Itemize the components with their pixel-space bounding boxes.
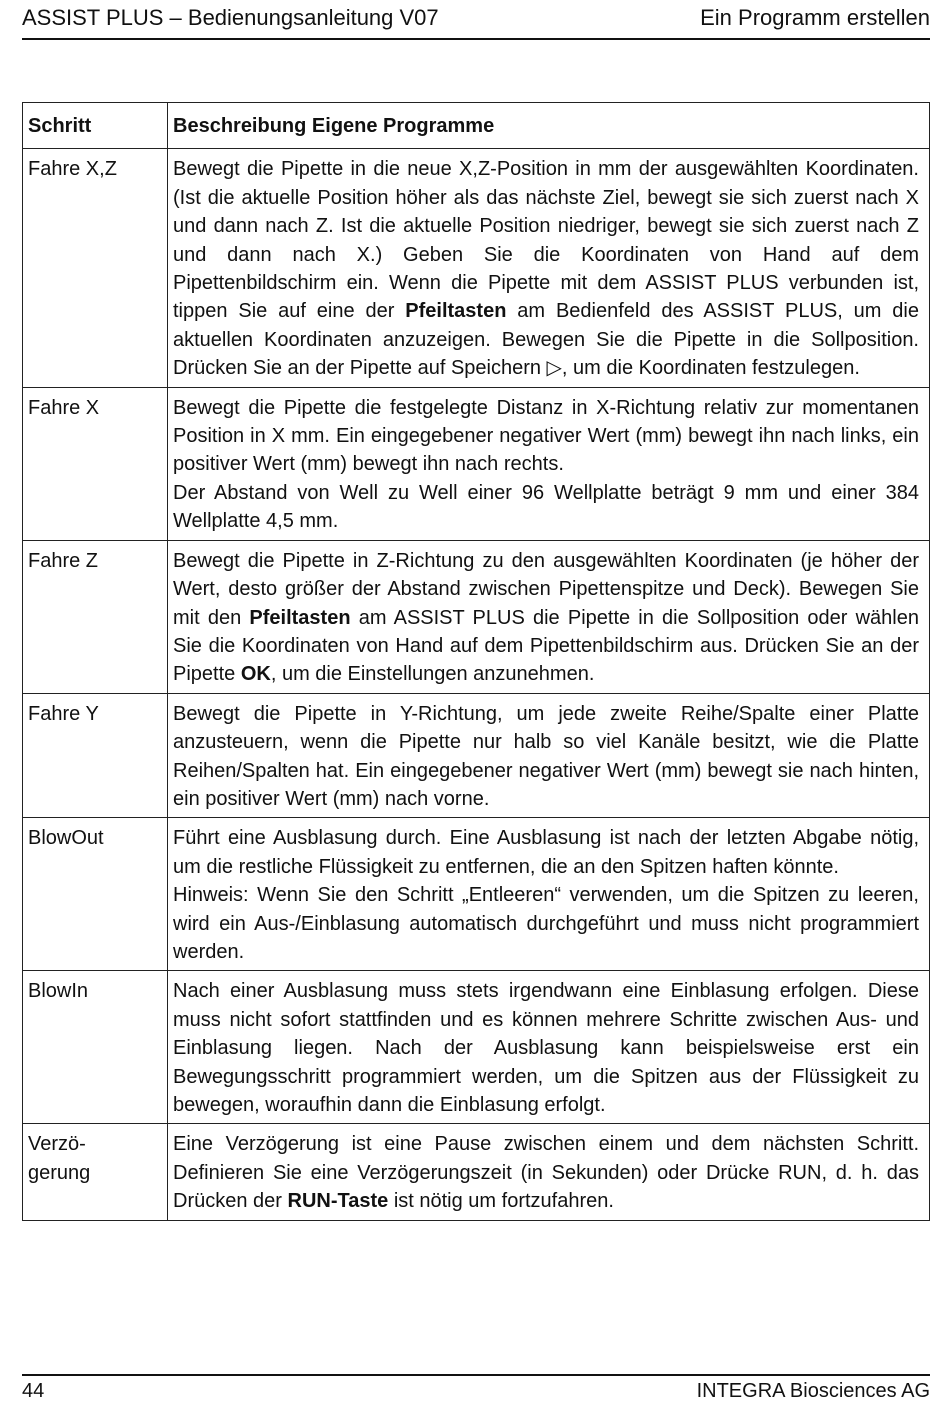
steps-table bbox=[22, 102, 930, 1221]
description-text: Bewegt die Pipette die festgelegte Distanz in X-Richtung relativ zur momentanen Position in X mm. Ein eingegebener negativer Wert (mm) bewegt ihn nach links, ein positiver Wert (mm) bewegt ihn nach rechts. bbox=[173, 396, 919, 476]
description-paragraph bbox=[173, 881, 919, 966]
emphasized-text: Pfeiltasten bbox=[405, 300, 507, 323]
table-body bbox=[23, 149, 930, 1220]
step-description-cell bbox=[168, 387, 930, 540]
table-row bbox=[23, 818, 930, 971]
description-paragraph bbox=[173, 155, 919, 382]
section-title: Ein Programm erstellen bbox=[700, 5, 930, 30]
description-paragraph bbox=[173, 547, 919, 689]
table-header-row bbox=[23, 103, 930, 149]
company-name: INTEGRA Biosciences AG bbox=[696, 1380, 930, 1402]
step-name-cell: BlowIn bbox=[23, 971, 168, 1124]
description-text: Eine Verzögerung ist eine Pause zwischen einem und dem nächsten Schritt. Definieren Sie eine Verzögerungszeit (in Sekunden) oder Drücke RUN, d. h. das Drücken der bbox=[173, 1133, 919, 1213]
step-description-cell bbox=[168, 971, 930, 1124]
description-text: Der Abstand von Well zu Well einer 96 Wellplatte beträgt 9 mm und einer 384 Wellplatte 4,5 mm. bbox=[173, 481, 919, 533]
description-text: Hinweis: Wenn Sie den Schritt „Entleeren“ verwenden, um die Spitzen zu leeren, wird ein Aus-/Einblasung automatisch durchgeführt und muss nicht programmiert werden. bbox=[173, 884, 919, 963]
description-text: Bewegt die Pipette in die neue X,Z-Position in mm der ausgewählten Koordinaten. (Ist die aktuelle Position höher als das nächste Ziel, bewegt sie sich zuerst nach X und dann nach Z. Ist die aktuelle Position niedriger, bewegt sie sich zuerst nach Z und dann nach X.) Geben Sie die Koordinaten von Hand auf dem Pipettenbildschirm ein. Wenn die Pipette mit dem ASSIST PLUS verbunden ist, tippen Sie auf eine der bbox=[173, 158, 919, 323]
description-paragraph bbox=[173, 1130, 919, 1215]
emphasized-text: Pfeiltasten bbox=[249, 606, 351, 629]
description-text: Bewegt die Pipette in Z-Richtung zu den ausgewählten Koordinaten (je höher der Wert, desto größer der Abstand zwischen Pipettenspitze und Deck). Bewegen Sie mit den bbox=[173, 549, 919, 629]
description-paragraph bbox=[173, 394, 919, 479]
description-paragraph bbox=[173, 977, 919, 1119]
step-description-cell bbox=[168, 149, 930, 387]
table-row bbox=[23, 540, 930, 693]
emphasized-text: RUN-Taste bbox=[287, 1190, 389, 1213]
page-footer bbox=[22, 1374, 930, 1404]
description-text: Führt eine Ausblasung durch. Eine Ausblasung ist nach der letzten Abgabe nötig, um die restliche Flüssigkeit zu entfernen, die an den Spitzen haften könnte. bbox=[173, 827, 919, 878]
description-paragraph bbox=[173, 700, 919, 814]
table-row bbox=[23, 149, 930, 387]
step-name-cell: Verzö- gerung bbox=[23, 1124, 168, 1220]
step-description-cell bbox=[168, 1124, 930, 1220]
page-number: 44 bbox=[22, 1380, 45, 1402]
page-header bbox=[22, 4, 930, 40]
table-row bbox=[23, 387, 930, 540]
description-text: , um die Einstellungen anzunehmen. bbox=[270, 663, 595, 686]
table-row bbox=[23, 693, 930, 818]
description-text: Nach einer Ausblasung muss stets irgendwann eine Einblasung erfolgen. Diese muss nicht sofort stattfinden und es können mehrere Schritte zwischen Aus- und Einblasung liegen. Nach der Ausblasung kann beispielsweise erst ein Bewegungsschritt programmiert werden, um die Spitzen aus der Flüssigkeit zu bewegen, woraufhin dann die Einblasung erfolgt. bbox=[173, 980, 919, 1116]
description-text: ist nötig um fortzufahren. bbox=[388, 1190, 614, 1213]
step-name-cell: Fahre Z bbox=[23, 540, 168, 693]
column-header-step: Schritt bbox=[23, 103, 168, 149]
step-name-cell: Fahre X,Z bbox=[23, 149, 168, 387]
step-name-cell: Fahre X bbox=[23, 387, 168, 540]
table-row bbox=[23, 971, 930, 1124]
description-paragraph bbox=[173, 824, 919, 881]
document-title: ASSIST PLUS – Bedienungsanleitung V07 bbox=[22, 5, 439, 30]
step-name-cell: Fahre Y bbox=[23, 693, 168, 818]
table-row bbox=[23, 1124, 930, 1220]
emphasized-text: OK bbox=[240, 663, 271, 686]
description-text: am Bedienfeld des ASSIST PLUS, um die aktuellen Koordinaten anzuzeigen. Bewegen Sie die Pipette in die Sollposition. Drücken Sie an der Pipette auf Speichern ▷, um die Koordinaten festzulegen. bbox=[173, 300, 919, 380]
column-header-description: Beschreibung Eigene Programme bbox=[168, 103, 930, 149]
step-description-cell bbox=[168, 693, 930, 818]
step-description-cell bbox=[168, 540, 930, 693]
description-paragraph bbox=[173, 479, 919, 536]
description-text: Bewegt die Pipette in Y-Richtung, um jede zweite Reihe/Spalte einer Platte anzusteuern, wenn die Pipette nur halb so viel Kanäle besitzt, wie die Platte Reihen/Spalten hat. Ein eingegebener negativer Wert (mm) bewegt sie nach hinten, ein positiver Wert (mm) nach vorne. bbox=[173, 702, 919, 810]
step-description-cell bbox=[168, 818, 930, 971]
step-name-cell: BlowOut bbox=[23, 818, 168, 971]
description-text: am ASSIST PLUS die Pipette in die Sollposition oder wählen Sie die Koordinaten von Hand auf dem Pipettenbildschirm aus. Drücken Sie an der Pipette bbox=[173, 606, 919, 686]
